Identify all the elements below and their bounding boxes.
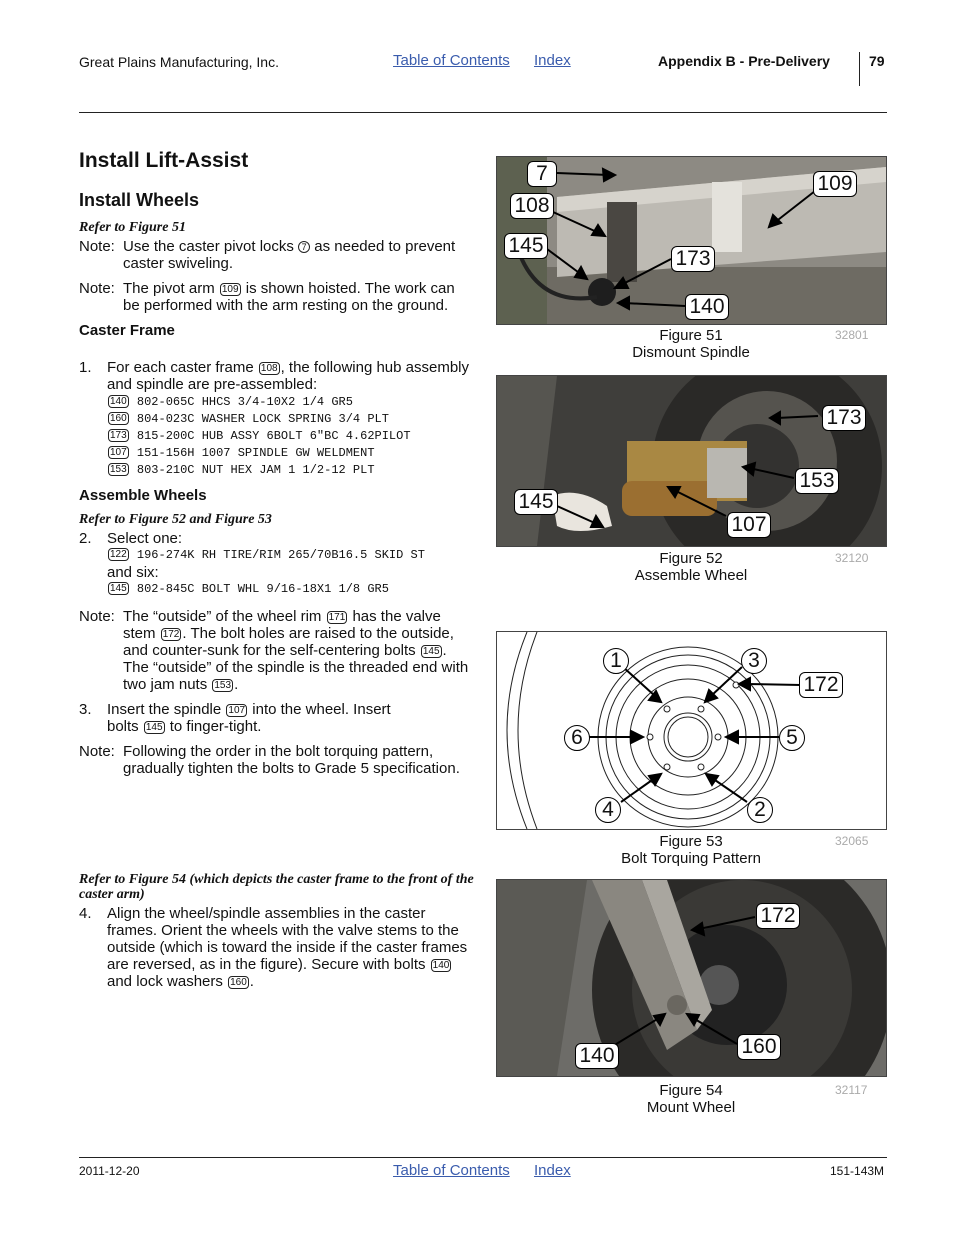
step-4: 4. Align the wheel/spindle assemblies in the caster frames. Orient the wheels with the valve stems to the outside (which is toward the inside if the caster frames are reversed, as in the figure). Secure with bolts 140 and lock washers 160 . bbox=[79, 905, 468, 990]
fig54-callout: 140 bbox=[575, 1043, 619, 1069]
step-1: 1. For each caster frame 108 , the following hub assembly and spindle are pre-assembled: bbox=[79, 359, 470, 393]
header-section: Appendix B - Pre-Delivery bbox=[658, 53, 830, 69]
fig54-callout: 160 bbox=[737, 1034, 781, 1060]
footer-date: 2011-12-20 bbox=[79, 1164, 140, 1178]
fig53-callout: 4 bbox=[595, 797, 621, 823]
figure-51-number: 32801 bbox=[835, 328, 869, 342]
fig51-callout: 109 bbox=[813, 171, 857, 197]
fig53-callout: 2 bbox=[747, 797, 773, 823]
fig51-callout: 145 bbox=[504, 233, 548, 259]
footer-doc-number: 151-143M bbox=[830, 1164, 885, 1178]
figure-54-caption: Figure 54 Mount Wheel bbox=[646, 1082, 736, 1116]
parts-item: 140 802-065C HHCS 3/4-10X2 1/4 GR5 bbox=[110, 395, 353, 409]
page-number: 79 bbox=[869, 53, 885, 69]
header-divider bbox=[859, 52, 860, 86]
parts-item: 107 151-156H 1007 SPINDLE GW WELDMENT bbox=[110, 446, 375, 460]
ref-figure-51: Refer to Figure 51 bbox=[79, 220, 186, 235]
header-toc-link[interactable]: Table of Contents bbox=[393, 52, 510, 69]
footer-toc-link[interactable]: Table of Contents bbox=[393, 1162, 510, 1179]
fig53-callout: 5 bbox=[779, 725, 805, 751]
fig53-callout: 1 bbox=[603, 648, 629, 674]
callout-108: 108 bbox=[260, 363, 278, 374]
callout-109: 109 bbox=[221, 284, 239, 295]
figure-51-caption: Figure 51 Dismount Spindle bbox=[632, 327, 750, 361]
figure-53-caption: Figure 53 Bolt Torquing Pattern bbox=[621, 833, 761, 867]
fig51-callout: 173 bbox=[671, 246, 715, 272]
header-index-link[interactable]: Index bbox=[534, 52, 571, 69]
ref-figure-54: Refer to Figure 54 (which depicts the caster frame to the front of the caster arm) bbox=[79, 872, 474, 902]
step-3: 3. Insert the spindle 107 into the wheel. Insert bolts 145 to finger-tight. bbox=[79, 701, 391, 735]
fig51-callout: 7 bbox=[527, 161, 557, 187]
fig52-callout: 173 bbox=[822, 405, 866, 431]
parts-item: 160 804-023C WASHER LOCK SPRING 3/4 PLT bbox=[110, 412, 389, 426]
page-title: Install Lift-Assist bbox=[79, 149, 249, 172]
ref-figure-52-53: Refer to Figure 52 and Figure 53 bbox=[79, 512, 272, 527]
header-company: Great Plains Manufacturing, Inc. bbox=[79, 54, 279, 70]
figure-53-diagram bbox=[496, 631, 887, 830]
figure-53-number: 32065 bbox=[835, 834, 869, 848]
parts-item: 153 803-210C NUT HEX JAM 1 1/2-12 PLT bbox=[110, 463, 375, 477]
fig53-callout: 3 bbox=[741, 648, 767, 674]
fig53-callout: 172 bbox=[799, 672, 843, 698]
callout-145: 145 bbox=[110, 583, 127, 594]
fig54-callout: 172 bbox=[756, 903, 800, 929]
footer-rule bbox=[79, 1157, 887, 1158]
fig53-callout: 6 bbox=[564, 725, 590, 751]
header-rule bbox=[79, 112, 887, 113]
figure-51-photo bbox=[496, 156, 887, 325]
figure-54-number: 32117 bbox=[835, 1083, 868, 1097]
footer-index-link[interactable]: Index bbox=[534, 1162, 571, 1179]
parts-item: 173 815-200C HUB ASSY 6BOLT 6"BC 4.62PILOT bbox=[110, 429, 411, 443]
assemble-wheels-heading: Assemble Wheels bbox=[79, 487, 207, 504]
fig51-callout: 140 bbox=[685, 294, 729, 320]
figure-52-number: 32120 bbox=[835, 551, 869, 565]
section-title: Install Wheels bbox=[79, 190, 200, 210]
fig52-callout: 107 bbox=[727, 512, 771, 538]
callout-122: 122 bbox=[110, 549, 127, 560]
figure-52-caption: Figure 52 Assemble Wheel bbox=[634, 550, 748, 584]
caster-frame-heading: Caster Frame bbox=[79, 322, 175, 339]
fig52-callout: 153 bbox=[795, 468, 839, 494]
parts-list bbox=[107, 394, 411, 479]
fig51-callout: 108 bbox=[510, 193, 554, 219]
step-2: 2. Select one: 122 196-274K RH TIRE/RIM 265/70B16.5 SKID ST and six: 145 802-845C BOLT WHL 9/16-18X1 1/8 GR5 bbox=[79, 530, 425, 596]
fig52-callout: 145 bbox=[514, 489, 558, 515]
figure-52-photo bbox=[496, 375, 887, 547]
figure-54-photo bbox=[496, 879, 887, 1077]
callout-7: 7 bbox=[298, 241, 310, 253]
